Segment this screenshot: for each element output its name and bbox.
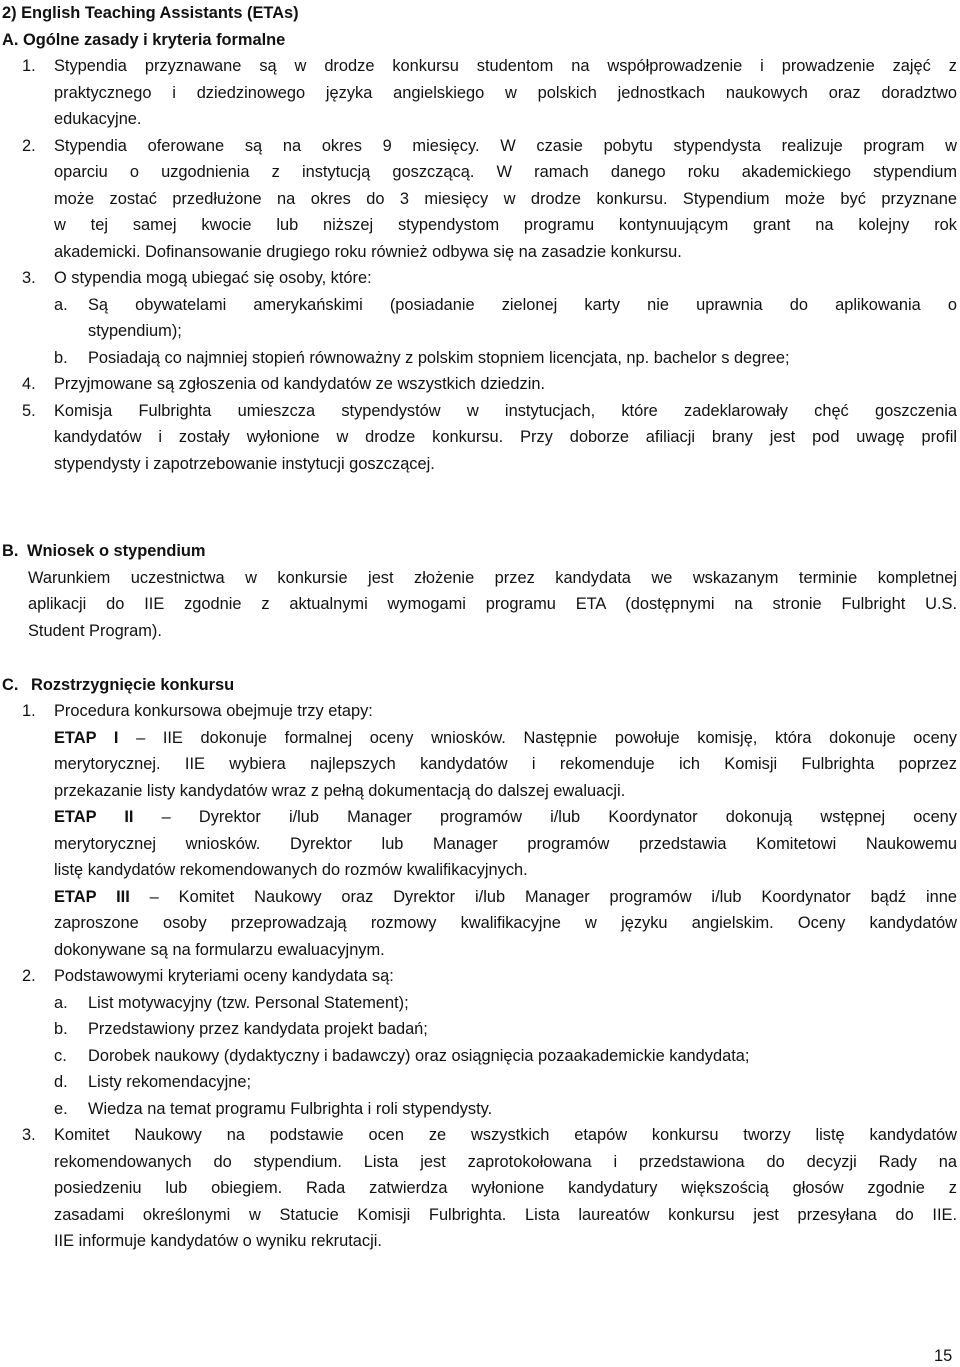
stage-first-line [54, 804, 957, 831]
list-number: 1. [22, 702, 36, 720]
sub-list-line: Posiadają co najmniej stopień równoważny z polskim stopniem licencjata, np. bachelor s degree; [88, 348, 790, 367]
sub-list-letter: b. [54, 348, 68, 367]
list-number: 5. [22, 401, 36, 420]
sub-list-line: Dorobek naukowy (dydaktyczny i badawczy) oraz osiągnięcia pozaakademickie kandydata; [88, 1046, 750, 1065]
paragraph-line: praktycznego i dziedzinowego języka angielskiego w polskich jednostkach naukowych oraz doradztwo [54, 83, 957, 102]
section-c-title: Rozstrzygnięcie konkursu [31, 675, 235, 694]
paragraph-line: Procedura konkursowa obejmuje trzy etapy: [54, 702, 373, 720]
paragraph-line: zasadami określonymi w Statucie Komisji Fulbrighta. Lista laureatów konkursu jest przesyłana do IIE. [54, 1205, 957, 1224]
paragraph-line: Przyjmowane są zgłoszenia od kandydatów ze wszystkich dziedzin. [54, 375, 546, 393]
stage-text: – Dyrektor i/lub Manager programów i/lub Koordynator dokonują wstępnej oceny [161, 808, 957, 826]
section-b-letter: B. [2, 542, 19, 560]
section-a-title: A. Ogólne zasady i kryteria formalne [2, 30, 286, 49]
stage-text: – Komitet Naukowy oraz Dyrektor i/lub Manager programów i/lub Koordynator bądź inne [149, 887, 957, 906]
stage-first-line [54, 884, 957, 911]
page-number: 15 [934, 1347, 953, 1365]
section-b-title: Wniosek o stypendium [27, 542, 206, 560]
list-number: 4. [22, 375, 36, 393]
section-c-letter: C. [2, 675, 19, 694]
paragraph-line: merytorycznej. IIE wybiera najlepszych kandydatów i rekomenduje ich Komisji Fulbrighta poprzez [54, 755, 957, 773]
stage-label: ETAP II [54, 808, 134, 826]
document-heading: 2) English Teaching Assistants (ETAs) [2, 4, 299, 22]
list-number: 3. [22, 1126, 36, 1144]
paragraph-line: dokonywane są na formularzu ewaluacyjnym. [54, 940, 385, 959]
paragraph-line: w tej samej kwocie lub niższej stypendystom programu kontynuującym grant na kolejny rok [54, 216, 957, 234]
sub-list-line: List motywacyjny (tzw. Personal Statement); [88, 993, 409, 1012]
paragraph-line: Student Program). [28, 621, 162, 640]
sub-list-letter: c. [54, 1046, 67, 1065]
paragraph-line: może zostać przedłużone na okres do 3 miesięcy w drodze konkursu. Stypendium może być przyznane [54, 189, 957, 208]
sub-list-line: Są obywatelami amerykańskimi (posiadanie zielonej karty nie uprawnia do aplikowania o [88, 295, 957, 314]
list-number: 1. [22, 57, 36, 75]
paragraph-line: kandydatów i zostały wyłonione w drodze konkursu. Przy doborze afiliacji brany jest pod uwagę profil [54, 428, 957, 446]
paragraph-line: stypendysty i zapotrzebowanie instytucji goszczącej. [54, 454, 435, 473]
paragraph-line: listę kandydatów rekomendowanych do rozmów kwalifikacyjnych. [54, 861, 528, 879]
stage-first-line [54, 725, 957, 752]
list-number: 2. [22, 967, 36, 985]
paragraph-line: aplikacji do IIE zgodnie z aktualnymi wymogami programu ETA (dostępnymi na stronie Fulbright U.S. [28, 595, 957, 613]
stage-text: – IIE dokonuje formalnej oceny wniosków. Następnie powołuje komisję, która dokonuje oceny [136, 728, 957, 747]
paragraph-line: posiedzeniu lub obiegiem. Rada zatwierdza wyłonione kandydatury większością głosów zgodnie z [54, 1179, 957, 1197]
stage-label: ETAP I [54, 728, 119, 747]
sub-list-line: Przedstawiony przez kandydata projekt badań; [88, 1020, 428, 1038]
paragraph-line: Stypendia oferowane są na okres 9 miesięcy. W czasie pobytu stypendysta realizuje program w [54, 136, 957, 155]
sub-list-letter: e. [54, 1099, 68, 1118]
list-number: 2. [22, 136, 36, 155]
paragraph-line: Komitet Naukowy na podstawie ocen ze wszystkich etapów konkursu tworzy listę kandydatów [54, 1126, 957, 1144]
paragraph-line: Warunkiem uczestnictwa w konkursie jest złożenie przez kandydata we wskazanym terminie kompletnej [28, 568, 957, 587]
paragraph-line: Stypendia przyznawane są w drodze konkursu studentom na współprowadzenie i prowadzenie zajęć z [54, 57, 957, 75]
stage-label: ETAP III [54, 887, 130, 906]
paragraph-line: IIE informuje kandydatów o wyniku rekrutacji. [54, 1232, 382, 1250]
sub-list-letter: a. [54, 993, 68, 1012]
paragraph-line: O stypendia mogą ubiegać się osoby, które: [54, 269, 372, 287]
paragraph-line: przekazanie listy kandydatów wraz z pełną dokumentacją do dalszej ewaluacji. [54, 781, 626, 800]
paragraph-line: Komisja Fulbrighta umieszcza stypendystów w instytucjach, które zadeklarowały chęć goszczenia [54, 401, 957, 420]
sub-list-letter: b. [54, 1020, 68, 1038]
paragraph-line: zaproszone osoby przeprowadzają rozmowy kwalifikacyjne w języku angielskim. Oceny kandydatów [54, 914, 957, 932]
sub-list-line: Wiedza na temat programu Fulbrighta i roli stypendysty. [88, 1099, 493, 1118]
paragraph-line: merytorycznej wniosków. Dyrektor lub Manager programów przedstawia Komitetowi Naukowemu [54, 834, 957, 853]
sub-list-line: Listy rekomendacyjne; [88, 1073, 252, 1091]
paragraph-line: oparciu o uzgodnienia z instytucją goszczącą. W ramach danego roku akademickiego stypendium [54, 163, 957, 181]
paragraph-line: edukacyjne. [54, 110, 142, 128]
sub-list-letter: a. [54, 295, 68, 314]
paragraph-line: akademicki. Dofinansowanie drugiego roku również odbywa się na zasadzie konkursu. [54, 242, 682, 261]
sub-list-letter: d. [54, 1073, 68, 1091]
paragraph-line: rekomendowanych do stypendium. Lista jest zaprotokołowana i przedstawiona do decyzji Rady na [54, 1152, 957, 1171]
sub-list-line: stypendium); [88, 322, 182, 340]
list-number: 3. [22, 269, 36, 287]
paragraph-line: Podstawowymi kryteriami oceny kandydata są: [54, 967, 394, 985]
